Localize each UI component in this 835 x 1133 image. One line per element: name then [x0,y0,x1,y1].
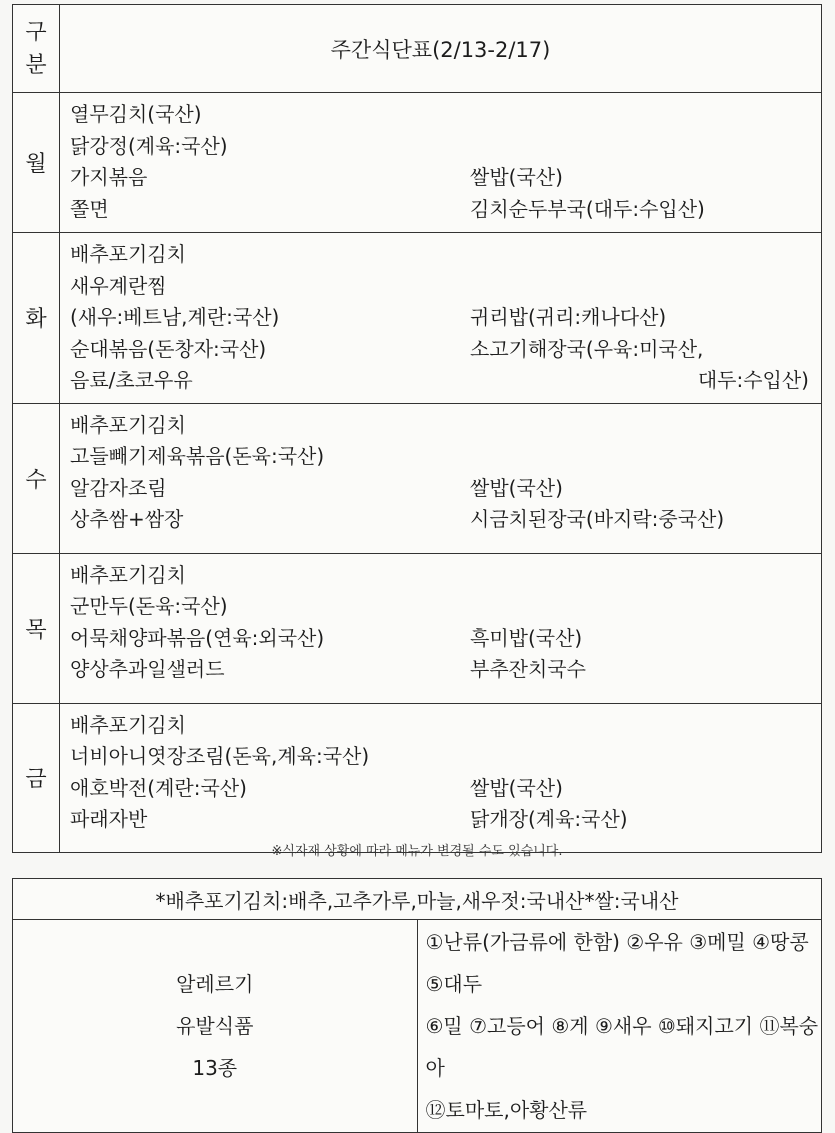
day-label: 금 [13,703,60,852]
menu-spacer [470,741,821,773]
menu-item: 음료/초코우유 [70,368,193,392]
menu-column-right [470,239,821,397]
menu-column-left [70,239,470,397]
day-label: 화 [13,233,60,404]
menu-item: 소고기해장국(우육:미국산, [470,336,704,361]
menu-item: 쌀밥(국산) [470,475,563,500]
menu-item: 파래자반 [70,807,148,831]
menu-cell [60,93,822,233]
allergy-list-line: ⑫토마토,아황산류 [425,1098,588,1122]
menu-item: 순대볶음(돈창자:국산) [70,336,267,361]
menu-item: 가지볶음 [70,165,148,189]
menu-item: 배추포기김치 [70,242,186,266]
menu-item: 닭강정(계육:국산) [70,133,228,158]
menu-spacer [470,271,821,303]
menu-item: 시금치된장국(바지락:중국산) [470,507,725,531]
menu-item: 닭개장(계육:국산) [470,807,628,831]
menu-item: 쌀밥(국산) [470,165,563,189]
menu-column-right [470,99,821,226]
day-row-tue [13,233,822,404]
menu-column-right [470,410,821,547]
header-label-cell [13,5,60,93]
day-label: 월 [13,93,60,233]
menu-cell [60,703,822,852]
menu-item: (새우:베트남,계란:국산) [70,305,280,329]
menu-item: 상추쌈+쌈장 [70,507,184,531]
header-label: 구분 [25,19,47,78]
day-row-mon [13,93,822,233]
menu-item: 대두:수입산) [697,368,809,392]
day-label: 목 [13,553,60,703]
weekly-menu-table [12,4,822,853]
menu-item: 김치순두부국(대두:수입산) [470,196,705,221]
menu-cell [60,553,822,703]
allergy-label [13,920,418,1133]
menu-item: 너비아니엿장조림(돈육,계육:국산) [70,744,370,768]
menu-column-right [470,710,821,846]
allergy-list-line: ⑥밀 ⑦고등어 ⑧게 ⑨새우 ⑩돼지고기 ⑪복숭아 [425,1014,819,1080]
menu-spacer [470,441,821,473]
menu-item: 새우계란찜 [70,273,167,298]
menu-item: 배추포기김치 [70,412,186,437]
origin-info: *배추포기김치:배추,고추가루,마늘,새우젓:국내산*쌀:국내산 [13,879,822,920]
allergy-list [417,920,822,1133]
menu-item: 쫄면 [70,196,109,221]
allergy-label-line: 유발식품 [176,1014,254,1038]
menu-item: 고들빼기제육볶음(돈육:국산) [70,444,325,468]
allergy-label-line: 13종 [192,1056,238,1080]
menu-spacer [470,99,821,131]
menu-item: 흑미밥(국산) [470,625,583,650]
menu-spacer [470,591,821,623]
day-row-wed [13,403,822,553]
menu-item: 쌀밥(국산) [470,775,563,800]
menu-column-left [70,560,470,697]
menu-title: 주간식단표(2/13-2/17) [60,5,822,93]
menu-item: 양상추과일샐러드 [70,657,225,681]
menu-change-notice: ※식자재 상황에 따라 메뉴가 변경될 수도 있습니다. [271,844,563,859]
menu-spacer [470,131,821,163]
header-row [13,5,822,93]
menu-item: 열무김치(국산) [70,102,202,126]
menu-item: 배추포기김치 [70,562,186,587]
allergy-info-table [12,878,822,1133]
menu-item: 알감자조림 [70,475,167,500]
menu-item: 배추포기김치 [70,712,186,737]
menu-item: 애호박전(계란:국산) [70,775,247,800]
menu-spacer [470,710,821,742]
menu-item: 부추잔치국수 [470,657,586,681]
menu-cell [60,403,822,553]
allergy-label-line: 알레르기 [176,972,254,996]
menu-column-left [70,99,470,226]
menu-column-left [70,410,470,547]
menu-column-right [470,560,821,697]
menu-column-left [70,710,470,846]
allergy-list-line: ①난류(가금류에 한함) ②우유 ③메밀 ④땅콩 ⑤대두 [425,930,809,996]
menu-item: 군만두(돈육:국산) [70,594,228,618]
day-row-thu [13,553,822,703]
menu-cell [60,233,822,404]
day-label: 수 [13,403,60,553]
menu-item: 어묵채양파볶음(연육:외국산) [70,625,325,650]
menu-spacer [470,560,821,592]
menu-item: 귀리밥(귀리:캐나다산) [470,305,667,329]
day-row-fri [13,703,822,852]
menu-spacer [470,410,821,442]
menu-spacer [470,239,821,271]
